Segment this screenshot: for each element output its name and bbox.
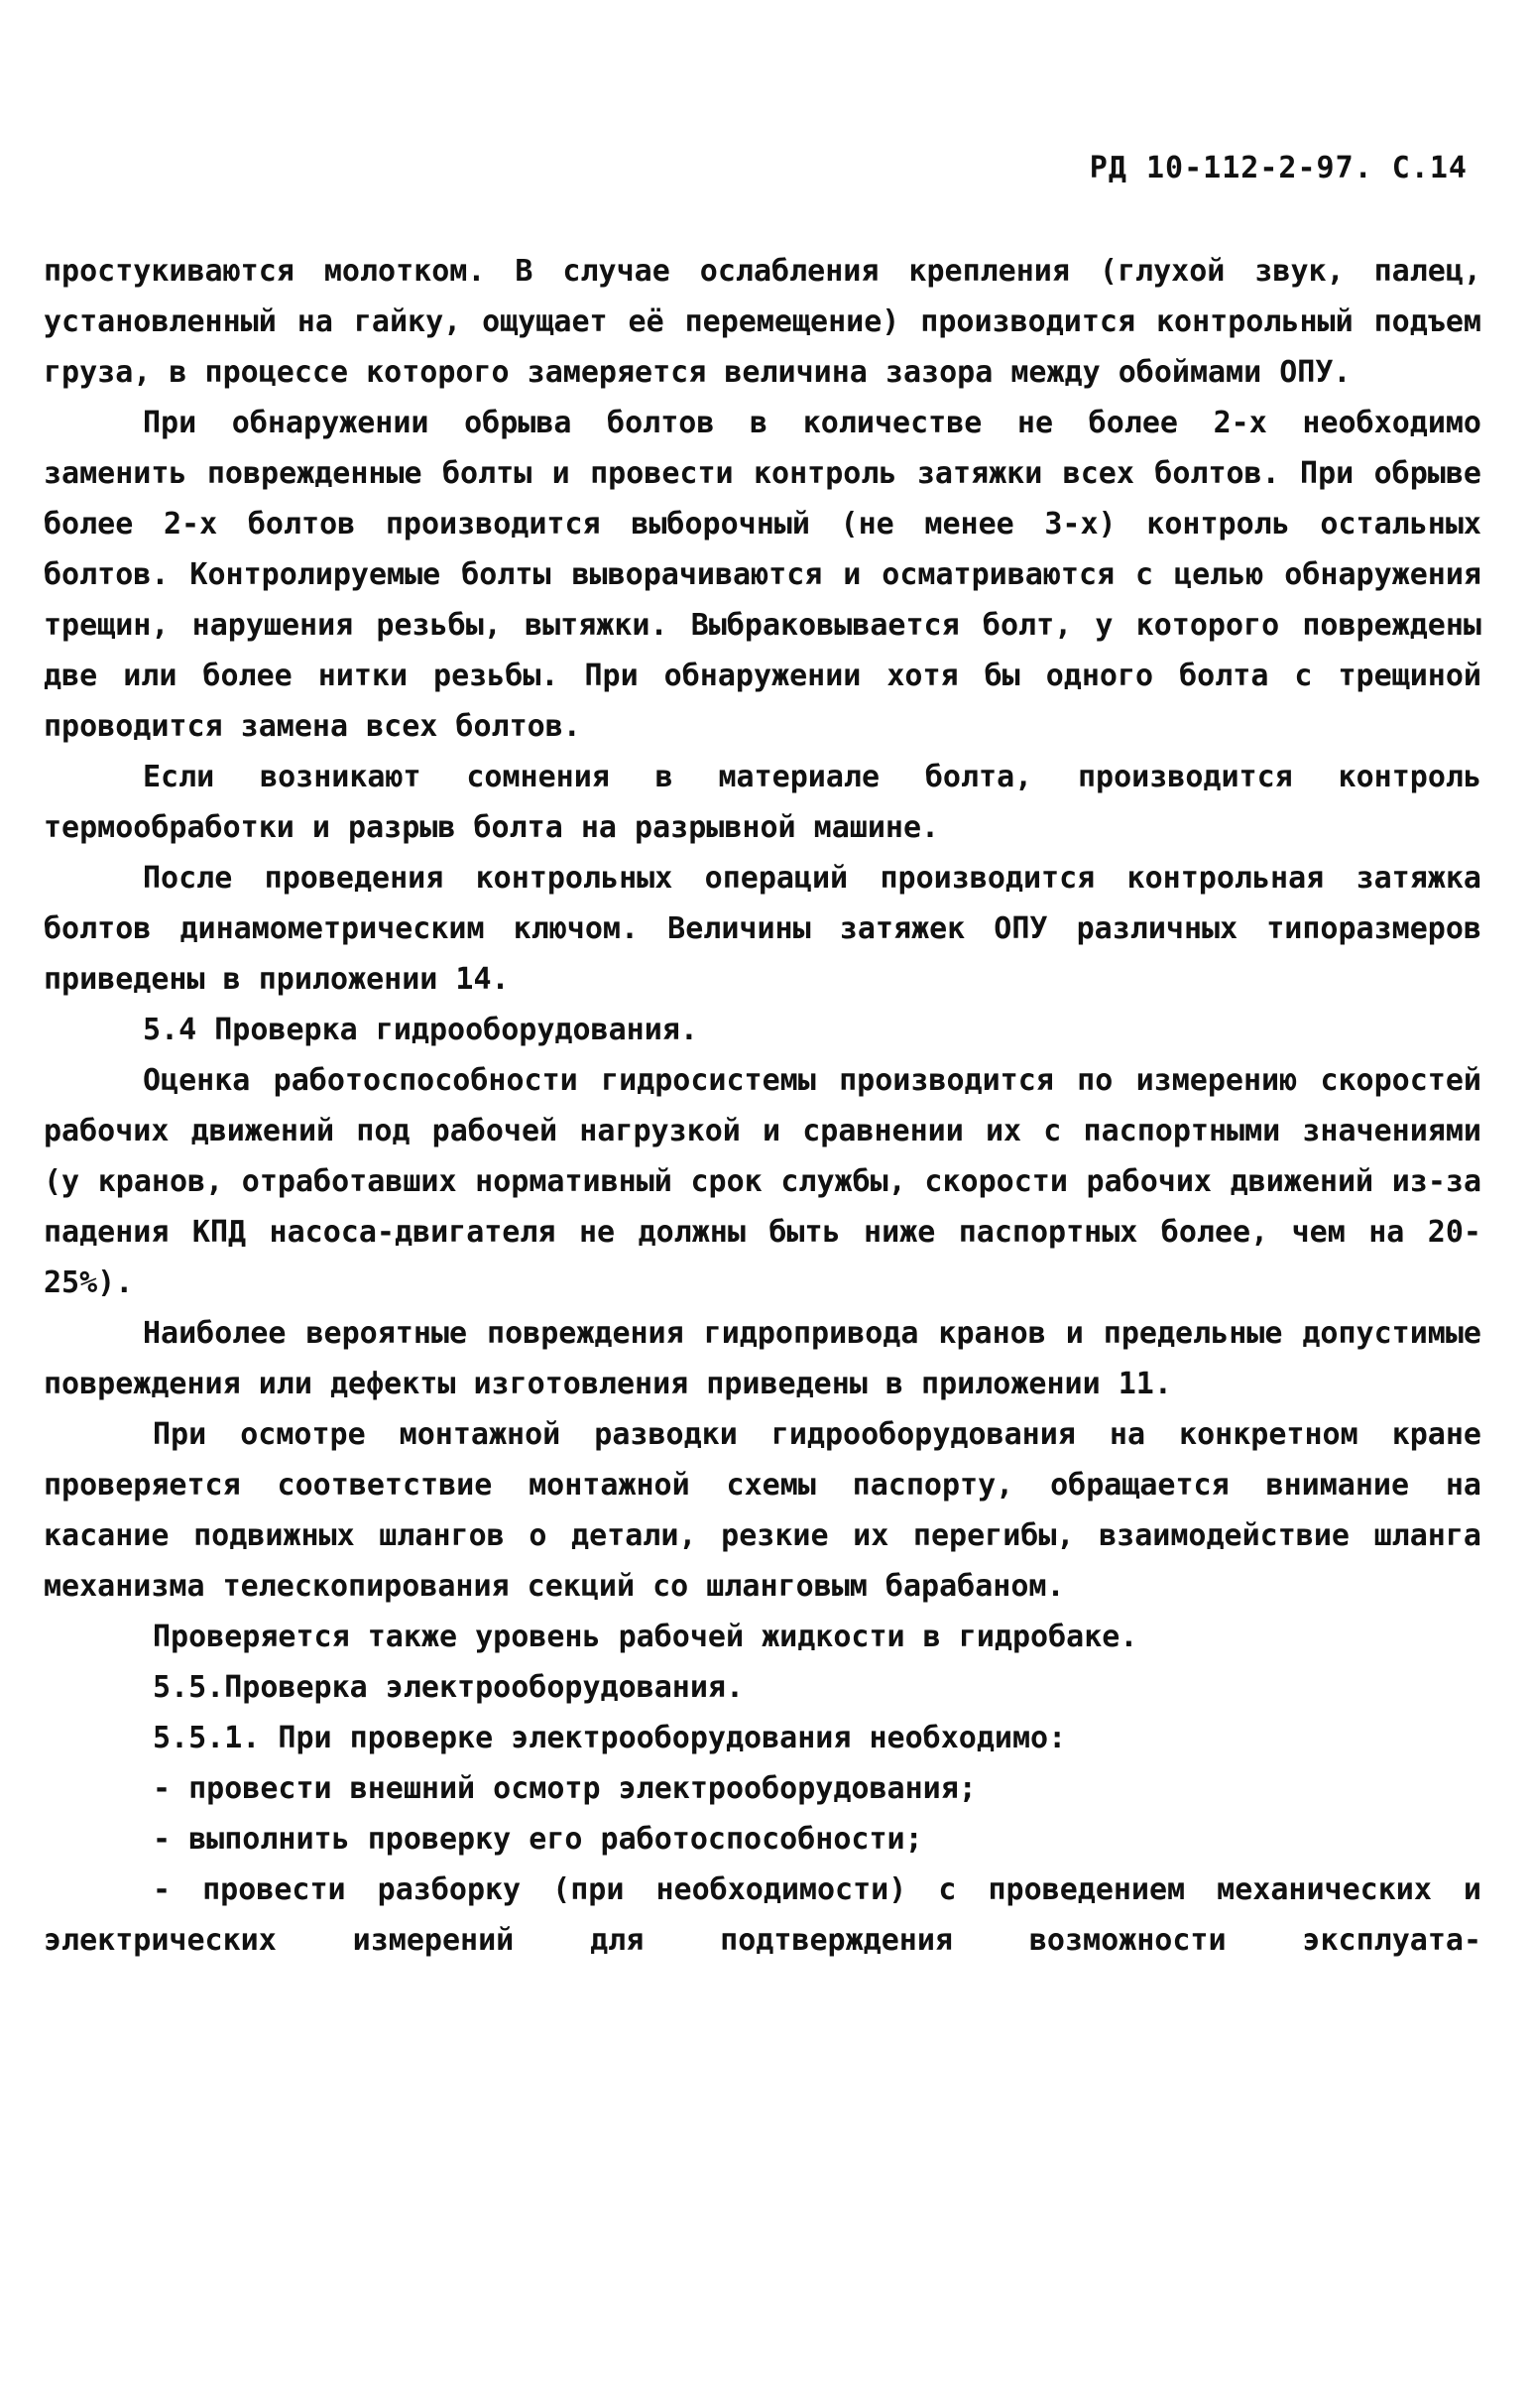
paragraph-fluid-level: Проверяется также уровень рабочей жидкости в гидробаке. xyxy=(153,1620,1138,1654)
paragraph-hydraulic-assessment: Оценка работоспособности гидросистемы производится по измерению скоростей рабочих движений под рабочей нагрузкой и сравнении их с паспортными значениями (у кранов, отработавших нормативный срок службы, скорости рабочих движений из-за падения КПД насоса-двигателя не должны быть ниже паспортных более, чем на 20-25%). xyxy=(44,1063,1481,1300)
list-item-external-inspection: - провести внешний осмотр электрооборудования; xyxy=(153,1771,977,1806)
subsection-5-5-1: 5.5.1. При проверке электрооборудования необходимо: xyxy=(153,1721,1067,1755)
section-heading-5-5: 5.5.Проверка электрооборудования. xyxy=(153,1670,745,1705)
paragraph-tightening: После проведения контрольных операций производится контрольная затяжка болтов динамометрическим ключом. Величины затяжек ОПУ различных типоразмеров приведены в приложении 14. xyxy=(44,861,1481,997)
list-item-operability-check: - выполнить проверку его работоспособности; xyxy=(153,1822,923,1857)
paragraph-bolt-material: Если возникают сомнения в материале болта, производится контроль термообработки и разрыв болта на разрывной машине. xyxy=(44,760,1481,845)
document-body xyxy=(44,246,1481,1966)
list-item-disassembly: - провести разборку (при необходимости) с проведением механических и электрических измерений для подтверждения возможности эксплуата- xyxy=(44,1872,1481,1958)
paragraph-hydraulic-damage: Наиболее вероятные повреждения гидропривода кранов и предельные допустимые повреждения или дефекты изготовления приведены в приложении 11. xyxy=(44,1316,1481,1401)
paragraph-hydraulic-routing: При осмотре монтажной разводки гидрооборудования на конкретном кране проверяется соответствие монтажной схемы паспорту, обращается внимание на касание подвижных шлангов о детали, резкие их перегибы, взаимодействие шланга механизма телескопирования секций со шланговым барабаном. xyxy=(44,1417,1481,1604)
paragraph-continuation: простукиваются молотком. В случае ослабления крепления (глухой звук, палец, установленный на гайку, ощущает её перемещение) производится контрольный подъем груза, в процессе которого замеряется величина зазора между обоймами ОПУ. xyxy=(44,254,1481,390)
paragraph-bolt-breakage: При обнаружении обрыва болтов в количестве не более 2-х необходимо заменить поврежденные болты и провести контроль затяжки всех болтов. При обрыве более 2-х болтов производится выборочный (не менее 3-х) контроль остальных болтов. Контролируемые болты выворачиваются и осматриваются с целью обнаружения трещин, нарушения резьбы, вытяжки. Выбраковывается болт, у которого повреждены две или более нитки резьбы. При обнаружении хотя бы одного болта с трещиной проводится замена всех болтов. xyxy=(44,406,1481,744)
section-heading-5-4: 5.4 Проверка гидрооборудования. xyxy=(143,1013,698,1047)
page-header-doc-ref: РД 10-112-2-97. С.14 xyxy=(1089,151,1468,185)
